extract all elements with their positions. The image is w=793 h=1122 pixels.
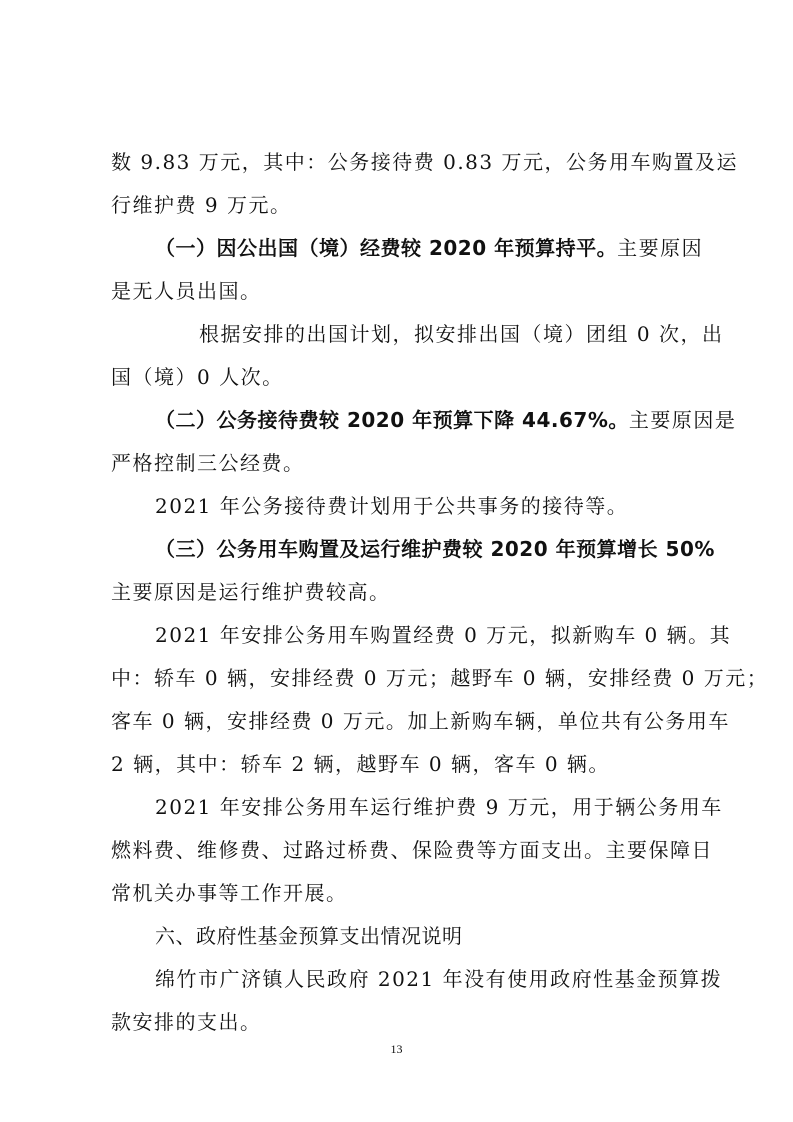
- paragraph-line: 2021 年公务接待费计划用于公共事务的接待等。: [155, 494, 629, 518]
- paragraph-line: 款安排的支出。: [111, 1010, 262, 1034]
- section-heading: 六、政府性基金预算支出情况说明: [155, 924, 463, 948]
- reason-text: 主要原因是: [628, 408, 737, 432]
- paragraph-line: 行维护费 9 万元。: [111, 193, 292, 217]
- paragraph-line: 中：轿车 0 辆，安排经费 0 万元；越野车 0 辆，安排经费 0 万元；: [111, 666, 769, 690]
- reason-text: 主要原因: [617, 236, 704, 260]
- paragraph-line: 严格控制三公经费。: [111, 451, 305, 475]
- subsection-heading-3: [155, 537, 715, 561]
- paragraph-line: 数 9.83 万元，其中：公务接待费 0.83 万元，公务用车购置及运: [111, 150, 738, 174]
- bold-heading-text: （一）因公出国（境）经费较 2020 年预算持平。: [155, 236, 618, 260]
- paragraph-line: 客车 0 辆，安排经费 0 万元。加上新购车辆，单位共有公务用车: [111, 709, 730, 733]
- paragraph-line: 绵竹市广济镇人民政府 2021 年没有使用政府性基金预算拨: [155, 967, 723, 991]
- paragraph-line: 燃料费、维修费、过路过桥费、保险费等方面支出。主要保障日: [111, 838, 713, 862]
- paragraph-line: 2 辆，其中：轿车 2 辆，越野车 0 辆，客车 0 辆。: [111, 752, 610, 776]
- page-number: 13: [390, 1042, 403, 1056]
- subsection-heading-2: [155, 408, 736, 432]
- bold-heading-text: （三）公务用车购置及运行维护费较 2020 年预算增长 50%: [155, 537, 715, 561]
- paragraph-line: 2021 年安排公务用车运行维护费 9 万元，用于辆公务用车: [155, 795, 723, 819]
- bold-heading-text: （二）公务接待费较 2020 年预算下降 44.67%。: [155, 408, 629, 432]
- paragraph-line: 常机关办事等工作开展。: [111, 881, 348, 905]
- subsection-heading-1: [155, 236, 703, 260]
- paragraph-line: 是无人员出国。: [111, 279, 262, 303]
- paragraph-line: 根据安排的出国计划，拟安排出国（境）团组 0 次，出: [199, 322, 724, 346]
- paragraph-line: 主要原因是运行维护费较高。: [111, 580, 391, 604]
- paragraph-line: 国（境）0 人次。: [111, 365, 284, 389]
- paragraph-line: 2021 年安排公务用车购置经费 0 万元，拟新购车 0 辆。其: [155, 623, 732, 647]
